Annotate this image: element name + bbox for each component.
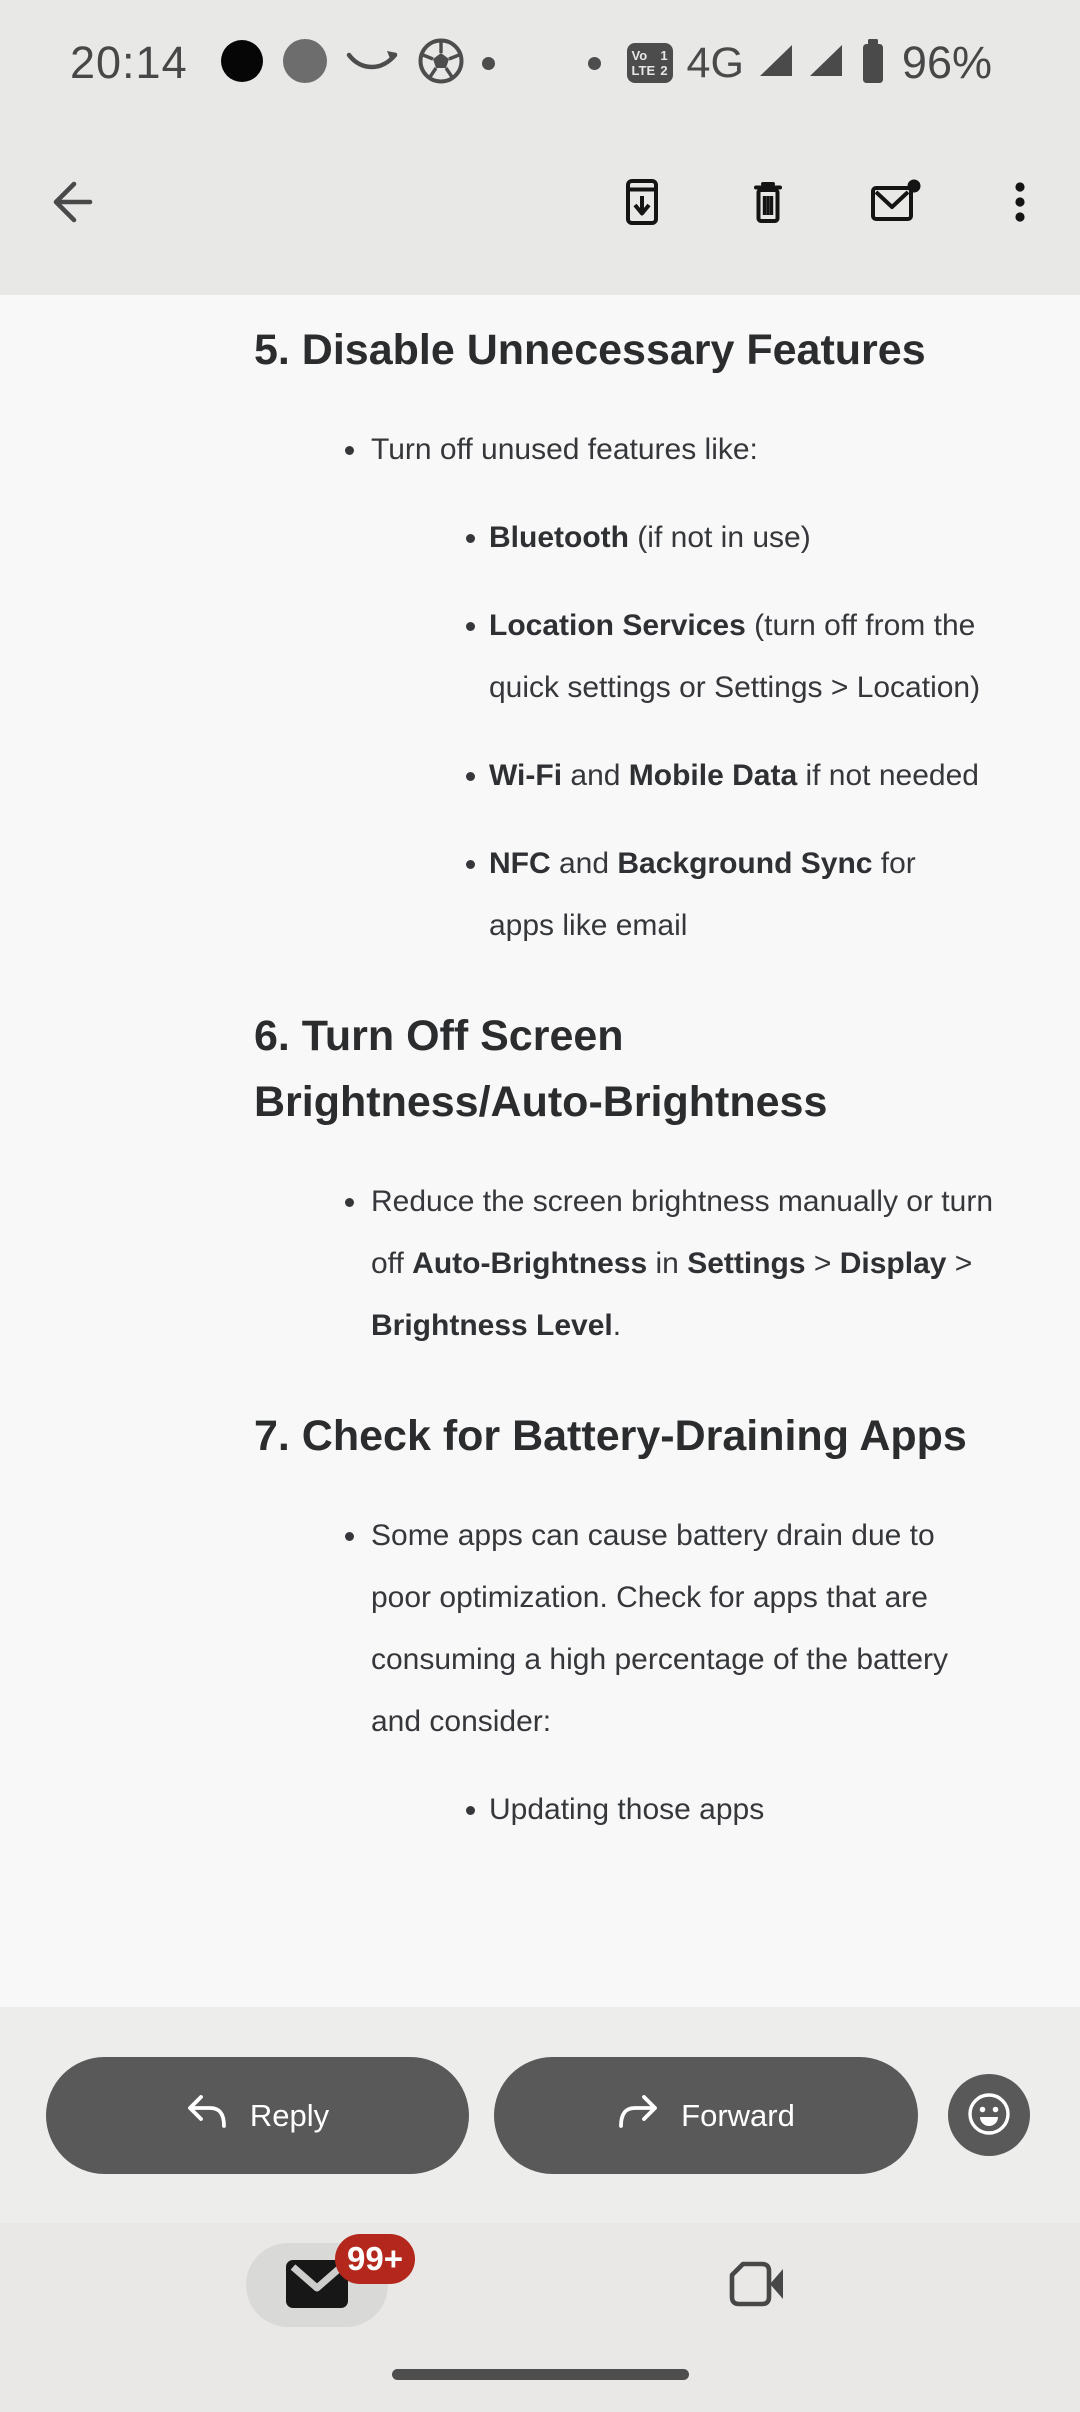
- forward-button[interactable]: [494, 2057, 918, 2174]
- toolbar-actions: [610, 172, 1052, 236]
- reply-label: Reply: [249, 2097, 330, 2133]
- status-dot-icon: [588, 57, 601, 70]
- bullet-dot: [466, 622, 475, 631]
- bullet-dot: [466, 860, 475, 869]
- section-heading: 5. Disable Unnecessary Features: [254, 326, 926, 374]
- battery-percent-label: 96%: [901, 37, 992, 88]
- unread-count-badge: 99+: [335, 2234, 415, 2284]
- notification-dot-gray-icon: [282, 38, 328, 89]
- email-body: [0, 295, 1080, 1841]
- notification-dot-black-icon: [220, 39, 264, 88]
- archive-icon: [614, 174, 670, 233]
- reply-button[interactable]: [46, 2057, 469, 2174]
- bullet-item: NFC and Background Sync for apps like email: [466, 833, 989, 957]
- forward-arrow-icon: [617, 2092, 659, 2140]
- more-notifications-dot-icon: [482, 57, 495, 70]
- emoji-smiley-icon: [966, 2091, 1012, 2140]
- delete-button[interactable]: [736, 172, 800, 236]
- trash-icon: [740, 174, 796, 233]
- bullet-dot: [345, 1532, 354, 1541]
- bottom-navigation: [0, 2223, 1080, 2412]
- bullet-item: Turn off unused features like:: [345, 419, 1001, 481]
- bullet-item: Wi-Fi and Mobile Data if not needed: [466, 745, 989, 807]
- bullet-item: Bluetooth (if not in use): [466, 507, 989, 569]
- amazon-icon: [346, 47, 400, 80]
- mail-unread-icon: [865, 174, 923, 233]
- clock: 20:14: [70, 37, 188, 88]
- signal-strength-icon-sim1: [758, 44, 794, 83]
- bullet-item: Some apps can cause battery drain due to poor optimization. Check for apps that are consuming a high percentage of the battery and consider:: [345, 1505, 1001, 1753]
- mark-unread-button[interactable]: [862, 172, 926, 236]
- archive-button[interactable]: [610, 172, 674, 236]
- network-type-label: 4G: [686, 38, 744, 87]
- email-content-scroll[interactable]: [0, 295, 1080, 2007]
- gesture-handle[interactable]: [392, 2369, 689, 2380]
- status-bar-right: [588, 37, 992, 89]
- more-options-button[interactable]: [988, 172, 1052, 236]
- forward-label: Forward: [681, 2097, 795, 2133]
- section-heading: 6. Turn Off Screen Brightness/Auto-Brightness: [254, 1012, 828, 1126]
- bullet-dot: [466, 1806, 475, 1815]
- emoji-reaction-button[interactable]: [948, 2074, 1030, 2156]
- status-bar-left: [70, 37, 495, 89]
- bullet-dot: [466, 772, 475, 781]
- more-vert-icon: [992, 174, 1048, 233]
- back-arrow-icon: [43, 173, 101, 234]
- bullet-dot: [345, 446, 354, 455]
- bullet-dot: [466, 534, 475, 543]
- email-toolbar: [0, 112, 1080, 295]
- bullet-dot: [345, 1198, 354, 1207]
- bullet-item: Location Services (turn off from the quick settings or Settings > Location): [466, 595, 989, 719]
- section-heading: 7. Check for Battery-Draining Apps: [254, 1412, 967, 1460]
- soccer-ball-icon: [418, 38, 464, 89]
- volte-badge-icon: Vo 1 LTE 2: [627, 43, 673, 83]
- back-button[interactable]: [40, 172, 104, 236]
- status-bar: [0, 0, 1080, 112]
- bullet-item: Reduce the screen brightness manually or turn off Auto-Brightness in Settings > Display > Brightness Level.: [345, 1171, 1001, 1357]
- video-camera-icon: [726, 2259, 788, 2312]
- signal-strength-icon-sim2: [808, 44, 844, 83]
- battery-icon: [858, 38, 888, 89]
- reply-arrow-icon: [186, 2092, 228, 2140]
- action-bar: [0, 2007, 1080, 2223]
- video-call-tab[interactable]: [724, 2259, 790, 2311]
- bullet-item: Updating those apps: [466, 1779, 989, 1841]
